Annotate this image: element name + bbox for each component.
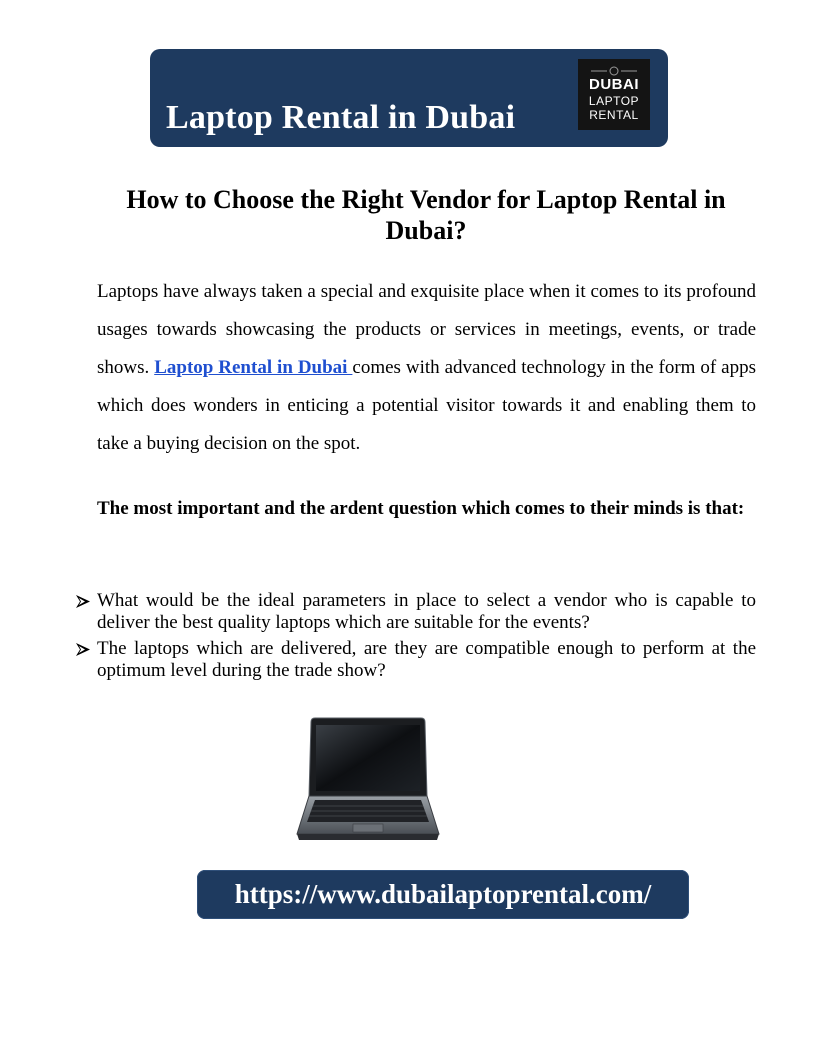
intro-paragraph: [97, 273, 756, 463]
bullet-text: The laptops which are delivered, are they are compatible enough to perform at the optimum level during the trade show?: [97, 638, 756, 681]
question-heading: The most important and the ardent question which comes to their minds is that:: [97, 498, 745, 519]
header-banner: [150, 49, 668, 147]
bullet-list: [76, 590, 756, 686]
laptop-rental-link[interactable]: Laptop Rental in Dubai: [154, 357, 353, 378]
brand-logo: [578, 59, 650, 130]
arrow-bullet-icon: [76, 643, 90, 656]
intro-text-before: Laptops have always taken a special and exquisite place when it comes to its profound usages towards showcasing the products or services in meetings, events, or trade shows.: [97, 281, 756, 378]
logo-text-dubai: DUBAI: [589, 76, 639, 93]
bullet-text: What would be the ideal parameters in place to select a vendor who is capable to deliver the best quality laptops which are suitable for the events?: [97, 590, 756, 633]
website-url-banner[interactable]: [197, 870, 689, 919]
laptop-image: [295, 716, 441, 844]
list-item: [76, 638, 756, 682]
intro-text-after: comes with advanced technology in the form of apps which does wonders in enticing a potential visitor towards it and enabling them to take a buying decision on the spot.: [97, 357, 756, 454]
website-url[interactable]: https://www.dubailaptoprental.com/: [234, 879, 652, 909]
logo-text-rental: RENTAL: [589, 108, 639, 122]
document-title: How to Choose the Right Vendor for Laptop Rental in Dubai?: [126, 185, 726, 245]
arrow-bullet-icon: [76, 595, 90, 608]
header-title: Laptop Rental in Dubai: [166, 99, 516, 136]
list-item: [76, 590, 756, 634]
logo-mark-icon: [591, 66, 637, 76]
logo-text-laptop: LAPTOP: [588, 94, 640, 108]
